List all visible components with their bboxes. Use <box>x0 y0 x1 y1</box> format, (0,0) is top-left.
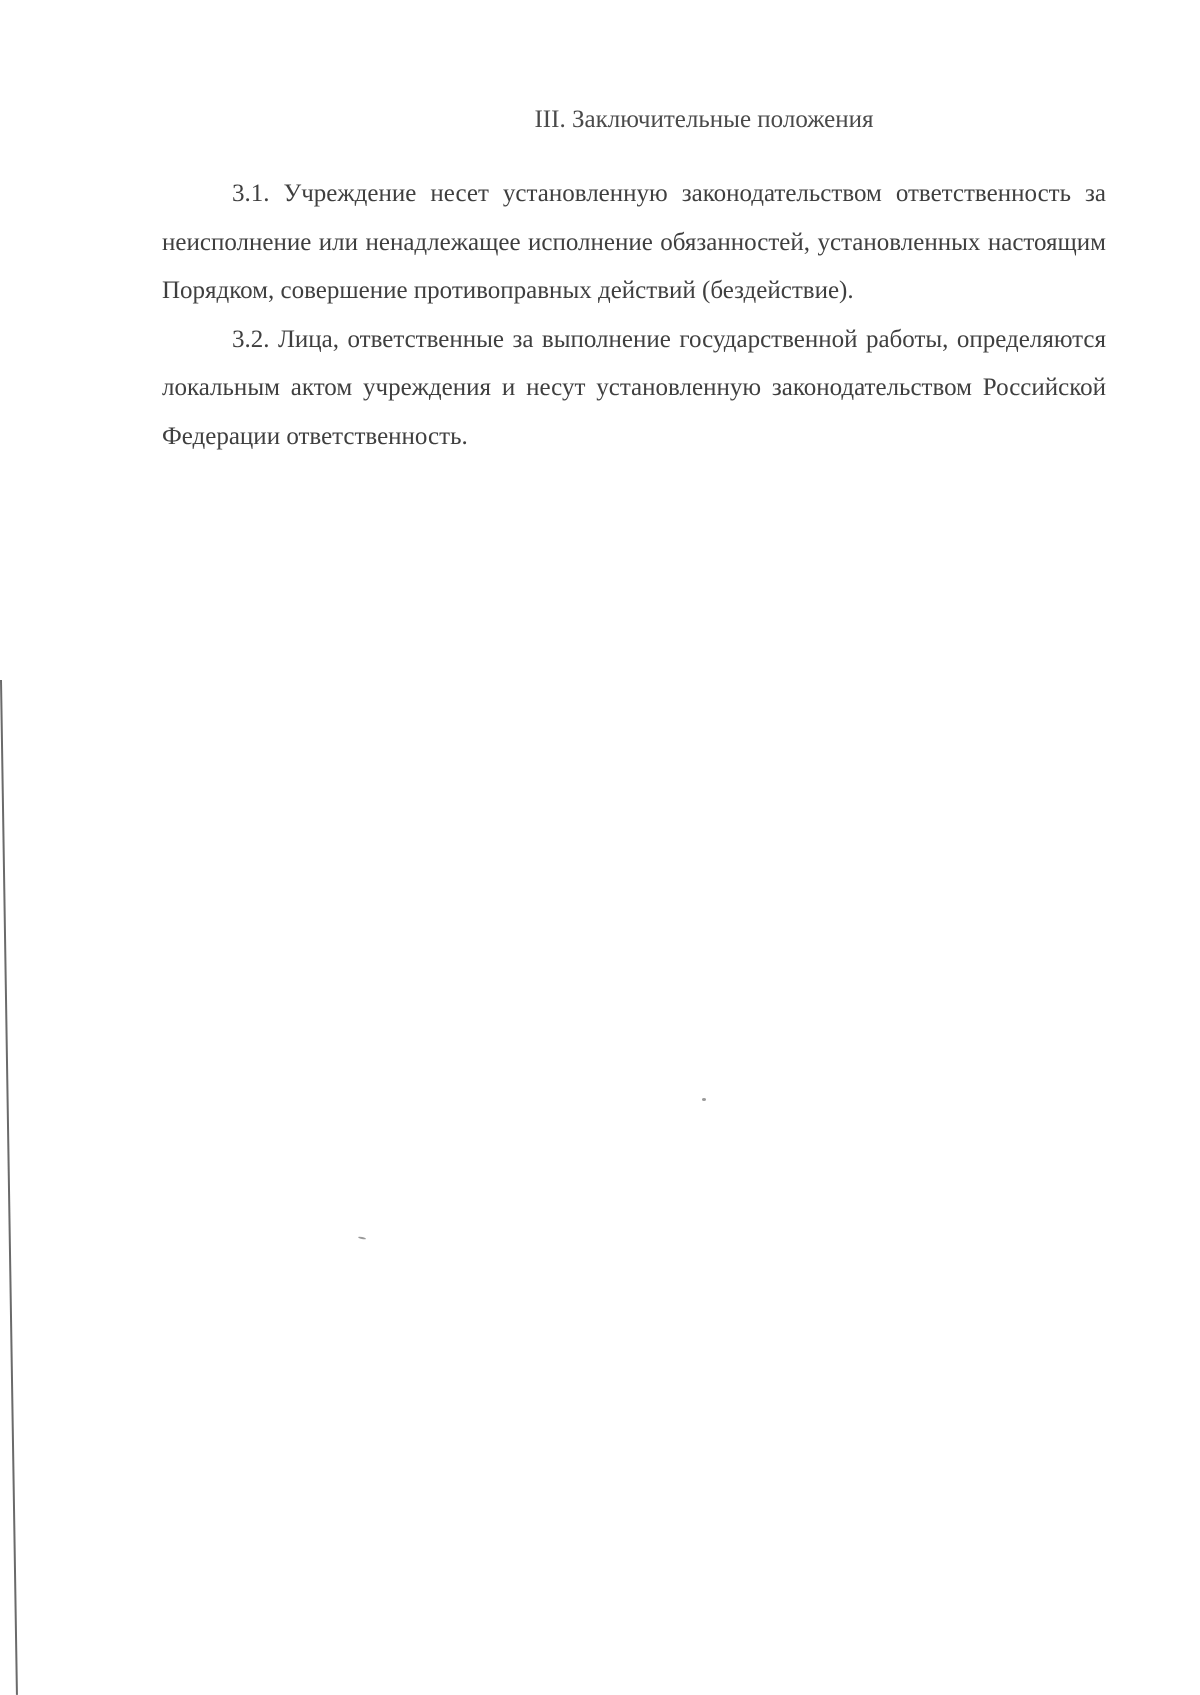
paragraph-3-2: 3.2. Лица, ответственные за выполнение государственной работы, определяются локальным актом учреждения и несут установленную законодательством Российской Федерации ответственность. <box>162 325 1106 450</box>
paragraph-3-1: 3.1. Учреждение несет установленную законодательством ответственность за неисполнение или ненадлежащее исполнение обязанностей, установленных настоящим Порядком, совершение противоправных действий (бездействие). <box>162 180 1106 304</box>
scan-edge-line <box>0 680 18 1695</box>
section-title: III. Заключительные положения <box>534 106 874 133</box>
document-body <box>162 100 1106 461</box>
scan-speck <box>358 1236 366 1240</box>
scan-speck <box>702 1098 706 1101</box>
